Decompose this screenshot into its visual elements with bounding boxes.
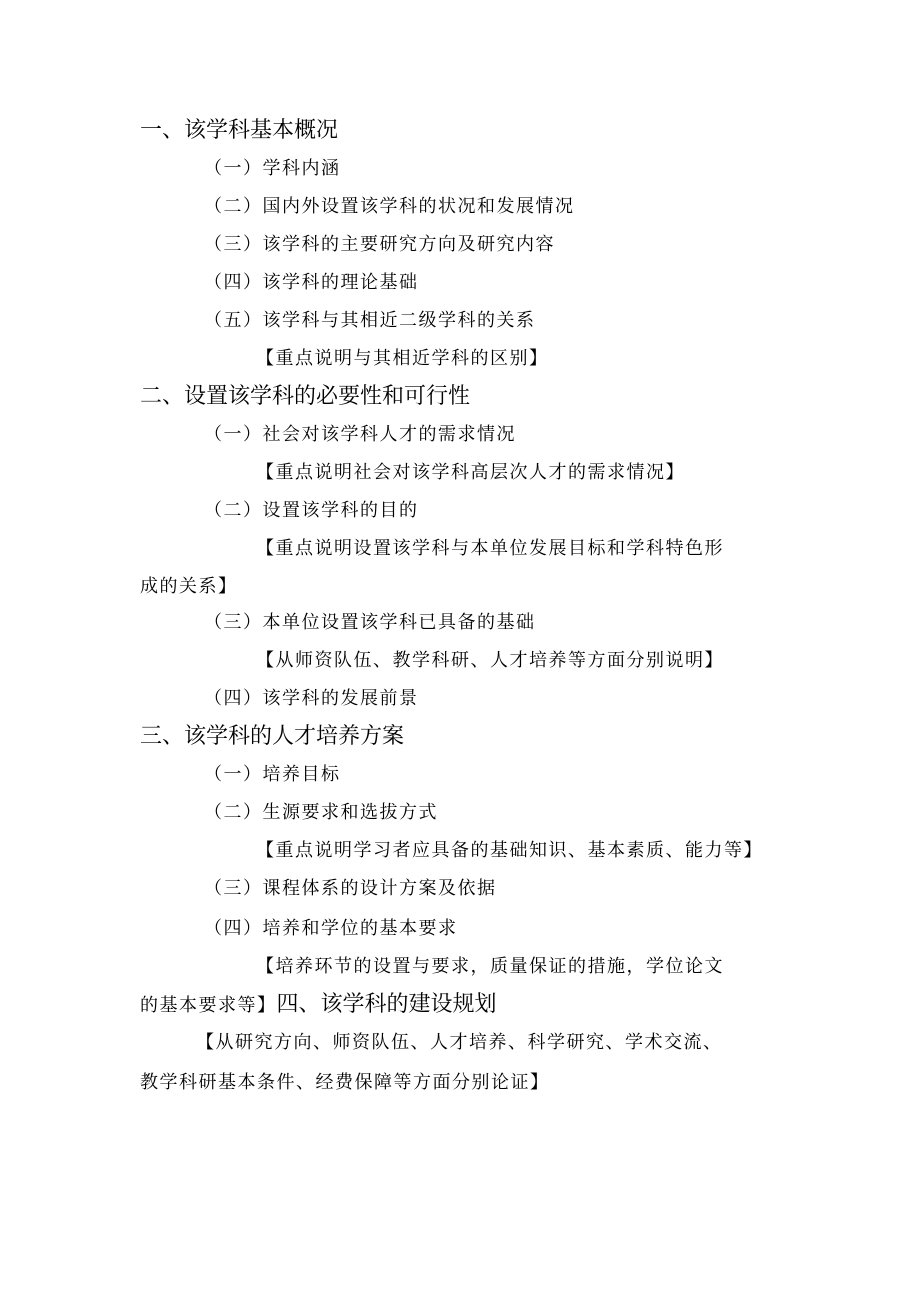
section-3-item-2-note: 【重点说明学习者应具备的基础知识、基本素质、能力等】 [256,840,763,861]
section-2-item-1: （一）社会对该学科人才的需求情况 [204,424,516,445]
section-2-item-4: （四）该学科的发展前景 [204,688,419,709]
section-1-item-1: （一）学科内涵 [204,158,341,179]
section-2-item-2: （二）设置该学科的目的 [204,500,419,521]
section-1-title: 一、该学科基本概况 [140,118,339,143]
section-2-item-3: （三）本单位设置该学科已具备的基础 [204,612,536,633]
section-1-item-5-note: 【重点说明与其相近学科的区别】 [256,348,549,369]
section-1-item-2: （二）国内外设置该学科的状况和发展情况 [204,196,575,217]
section-2-item-2-note-line-2: 成的关系】 [140,576,238,597]
section-2-item-1-note: 【重点说明社会对该学科高层次人才的需求情况】 [256,462,685,483]
section-3-item-1: （一）培养目标 [204,764,341,785]
section-4-title: 四、该学科的建设规划 [276,992,497,1017]
section-3-title: 三、该学科的人才培养方案 [140,724,405,749]
section-3-item-2: （二）生源要求和选拔方式 [204,802,438,823]
section-2-title: 二、设置该学科的必要性和可行性 [140,384,471,409]
section-3-item-4: （四）培养和学位的基本要求 [204,918,458,939]
section-1-item-4: （四）该学科的理论基础 [204,272,419,293]
section-3-item-3: （三）课程体系的设计方案及依据 [204,878,497,899]
section-3-item-4-note-end: 的基本要求等】 [140,995,277,1016]
section-1-item-3: （三）该学科的主要研究方向及研究内容 [204,234,555,255]
section-3-item-4-note-line-2 [140,994,497,1016]
section-2-item-2-note-line-1: 【重点说明设置该学科与本单位发展目标和学科特色形 [256,538,724,559]
section-4-note-line-2: 教学科研基本条件、经费保障等方面分别论证】 [140,1072,550,1093]
section-3-item-4-note-line-1: 【培养环节的设置与要求，质量保证的措施，学位论文 [256,956,724,977]
section-2-item-3-note: 【从师资队伍、教学科研、人才培养等方面分别说明】 [256,650,724,671]
section-4-note-line-1: 【从研究方向、师资队伍、人才培养、科学研究、学术交流、 [196,1032,723,1053]
section-1-item-5: （五）该学科与其相近二级学科的关系 [204,310,536,331]
